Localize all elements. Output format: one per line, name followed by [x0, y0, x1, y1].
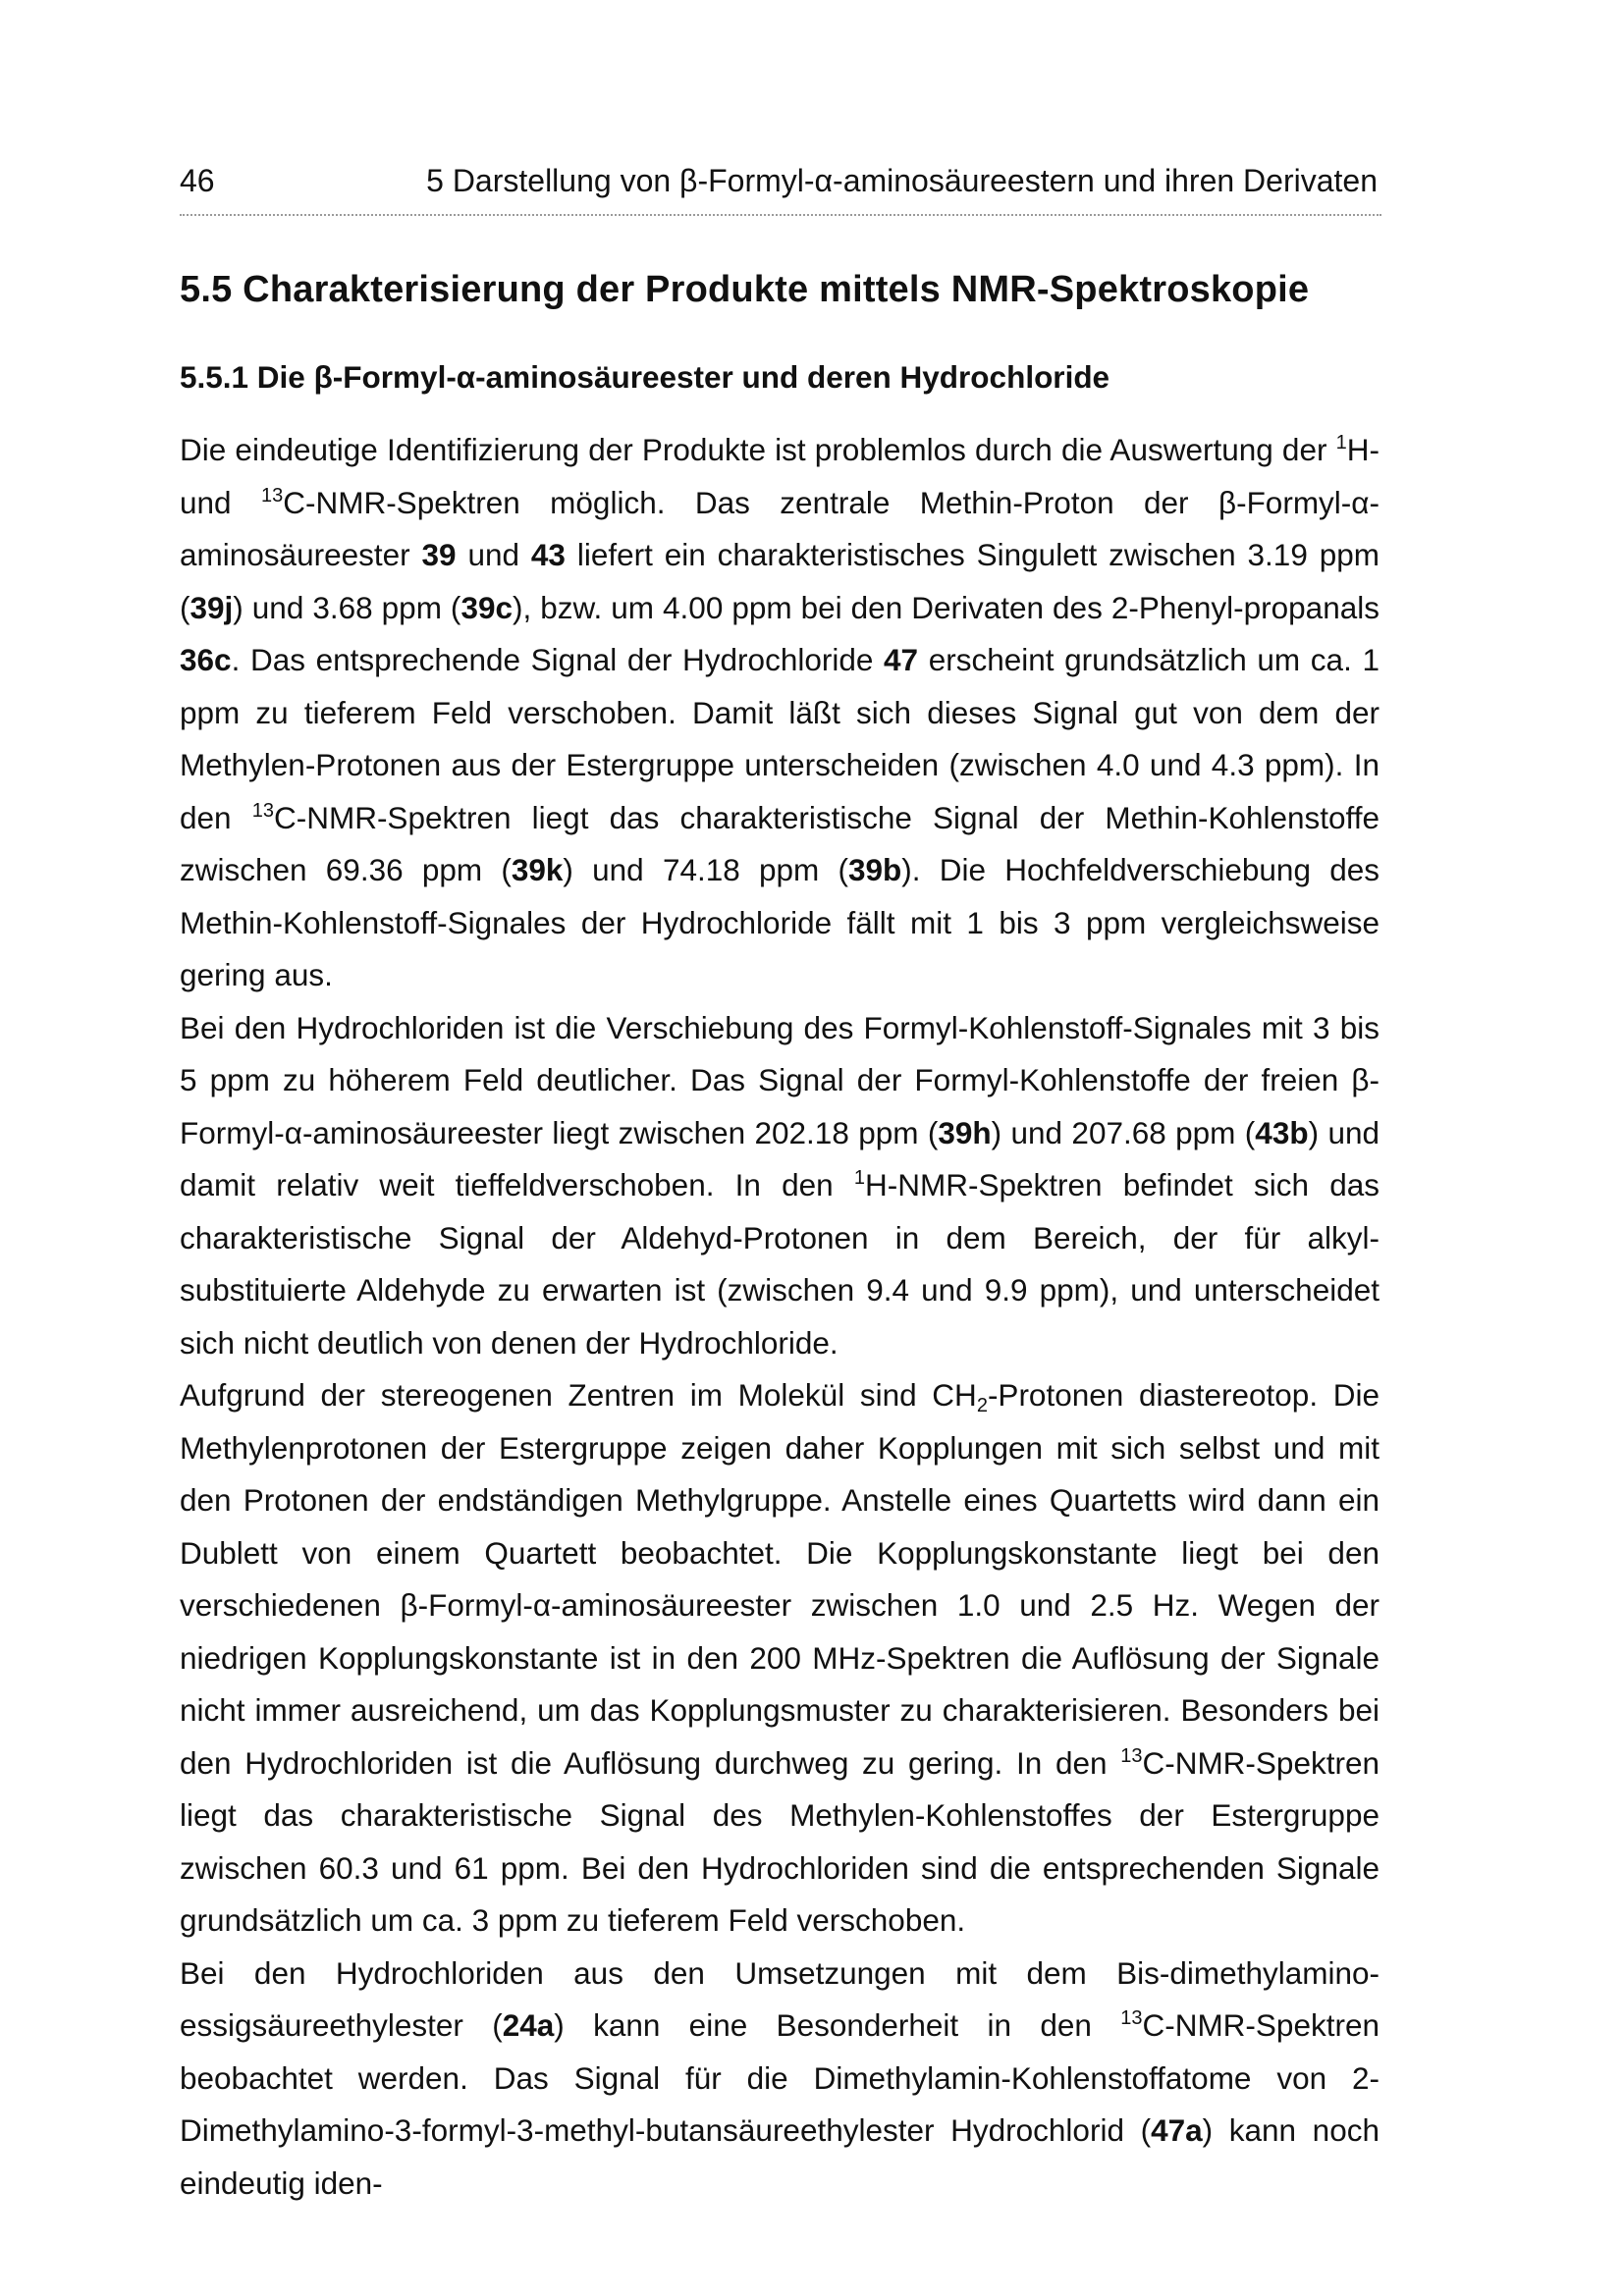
text-run: H-NMR-Spektren befindet sich das charakteristische Signal der Aldehyd-Protonen in dem Bereich, der für alkyl-substituierte Aldehyde zu erwarten ist (zwischen 9.4 und 9.9 ppm), und unterscheidet sich nicht deutlich von denen der Hydrochloride. [180, 1167, 1380, 1361]
superscript: 1 [1335, 432, 1347, 454]
paragraph-1 [180, 424, 1380, 1002]
text-run: Die eindeutige Identifizierung der Produkte ist problemlos durch die Auswertung der [180, 432, 1336, 467]
text-run: ) und 207.68 ppm ( [991, 1114, 1256, 1150]
compound-ref: 39h [938, 1114, 992, 1150]
header-divider [180, 214, 1381, 216]
superscript: 13 [251, 799, 274, 822]
text-run: ) kann noch eindeutig iden- [180, 2112, 1380, 2201]
text-run: C-NMR-Spektren beobachtet werden. Das Signal für die Dimethylamin-Kohlenstoffatome von 2-Dimethylamino-3-formyl-3-methyl-butansäureethylester Hydrochlorid ( [180, 2007, 1380, 2148]
text-run: ) kann eine Besonderheit in den [554, 2007, 1121, 2043]
paragraph-3 [180, 1369, 1380, 1948]
compound-ref: 39c [460, 589, 513, 625]
text-run: H- und [180, 432, 1380, 520]
superscript: 13 [1120, 2007, 1143, 2029]
compound-ref: 43b [1255, 1114, 1309, 1150]
compound-ref: 47a [1151, 2112, 1203, 2148]
section-title: 5.5 Charakterisierung der Produkte mittels NMR-Spektroskopie [180, 269, 1310, 310]
text-run: ). Die Hochfeldverschiebung des Methin-Kohlenstoff-Signales der Hydrochloride fällt mit 1 bis 3 ppm vergleichsweise gering aus. [180, 852, 1380, 992]
subscript: 2 [976, 1395, 988, 1416]
compound-ref: 47 [884, 642, 919, 677]
superscript: 13 [1120, 1744, 1143, 1767]
paragraph-2 [180, 1002, 1380, 1370]
compound-ref: 24a [502, 2007, 555, 2043]
compound-ref: 39 [421, 537, 457, 572]
compound-ref: 36c [180, 642, 232, 677]
superscript: 1 [853, 1167, 865, 1189]
text-run: ), bzw. um 4.00 ppm bei den Derivaten des 2-Phenyl-propanals [513, 589, 1380, 625]
text-run: . Das entsprechende Signal der Hydrochloride [231, 642, 885, 677]
compound-ref: 39j [189, 589, 234, 625]
compound-ref: 39b [848, 852, 902, 887]
superscript: 13 [260, 484, 284, 507]
text-run: ) und damit relativ weit tieffeldverschoben. In den [180, 1114, 1380, 1202]
compound-ref: 39k [511, 852, 564, 887]
text-run: liefert ein charakteristisches Singulett zwischen 3.19 ppm ( [180, 537, 1380, 625]
paragraph-4 [180, 1948, 1380, 2211]
text-run: und [456, 537, 531, 572]
text-run: Bei den Hydrochloriden aus den Umsetzungen mit dem Bis-dimethylamino-essigsäureethylester ( [180, 1954, 1380, 2043]
text-run: -Protonen diastereotop. Die Methylenprotonen der Estergruppe zeigen daher Kopplungen mit sich selbst und mit den Protonen der endständigen Methylgruppe. Anstelle eines Quartetts wird dann ein Dublett von einem Quartett beobachtet. Die Kopplungskonstante liegt bei den verschiedenen β-Formyl-α-aminosäureester zwischen 1.0 und 2.5 Hz. Wegen der niedrigen Kopplungskonstante ist in den 200 MHz-Spektren die Auflösung der Signale nicht immer ausreichend, um das Kopplungsmuster zu charakterisieren. Besonders bei den Hydrochloriden ist die Auflösung durchweg zu gering. In den [180, 1377, 1380, 1781]
text-run: erscheint grundsätzlich um ca. 1 ppm zu tieferem Feld verschoben. Damit läßt sich dieses Signal gut von dem der Methylen-Protonen aus der Estergruppe unterscheiden (zwischen 4.0 und 4.3 ppm). In den [180, 642, 1380, 835]
text-run: ) und 3.68 ppm ( [233, 589, 461, 625]
text-run: Aufgrund der stereogenen Zentren im Molekül sind CH [180, 1377, 977, 1413]
subsection-title: 5.5.1 Die β-Formyl-α-aminosäureester und deren Hydrochloride [180, 359, 1110, 395]
text-run: C-NMR-Spektren liegt das charakteristische Signal des Methylen-Kohlenstoffes der Estergruppe zwischen 60.3 und 61 ppm. Bei den Hydrochloriden sind die entsprechenden Signale grundsätzlich um ca. 3 ppm zu tieferem Feld verschoben. [180, 1744, 1380, 1938]
body-text [180, 424, 1380, 2210]
page-number: 46 [180, 163, 215, 198]
compound-ref: 43 [530, 537, 566, 572]
text-run: Bei den Hydrochloriden ist die Verschiebung des Formyl-Kohlenstoff-Signales mit 3 bis 5 ppm zu höherem Feld deutlicher. Das Signal der Formyl-Kohlenstoffe der freien β-Formyl-α-aminosäureester liegt zwischen 202.18 ppm ( [180, 1009, 1380, 1150]
running-header: 5 Darstellung von β-Formyl-α-aminosäureestern und ihren Derivaten [426, 163, 1378, 198]
text-run: C-NMR-Spektren möglich. Das zentrale Methin-Proton der β-Formyl-α-aminosäureester [180, 484, 1380, 572]
text-run: C-NMR-Spektren liegt das charakteristische Signal der Methin-Kohlenstoffe zwischen 69.36 ppm ( [180, 799, 1380, 887]
text-run: ) und 74.18 ppm ( [563, 852, 849, 887]
